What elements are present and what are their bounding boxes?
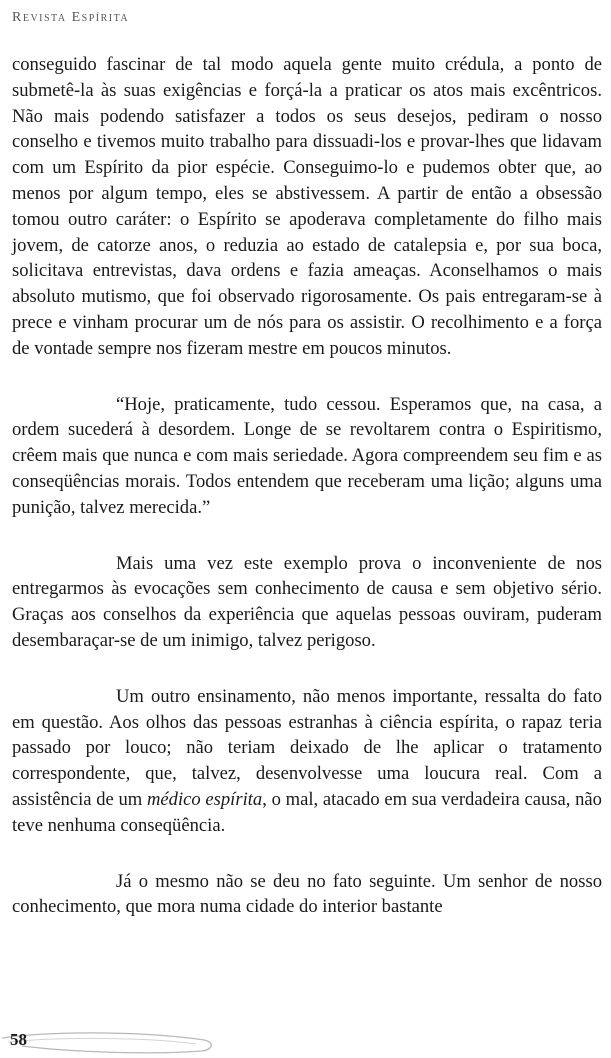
running-title: Revista Espírita	[12, 10, 130, 25]
body-text	[12, 52, 602, 920]
paragraph-4	[12, 684, 602, 839]
paragraph-2-quote: “Hoje, praticamente, tudo cessou. Esperamos que, na casa, a ordem sucederá à desordem. Longe de se revoltarem contra o Espiritismo, crêem mais que nunca e com mais seriedade. Agora compreendem seu fim e as conseqüências morais. Todos entendem que receberam uma lição; alguns uma punição, talvez merecida.”	[12, 393, 602, 518]
emphasis-medico-espirita: médico espírita	[146, 788, 263, 810]
paragraph-4-after: , o mal, atacado em sua verdadeira causa, não teve nenhuma conseqüência.	[12, 788, 602, 836]
paragraph-5: Já o mesmo não se deu no fato seguinte. Um senhor de nosso conhecimento, que mora numa cidade do interior bastante	[12, 870, 602, 918]
paragraph-3: Mais uma vez este exemplo prova o inconveniente de nos entregarmos às evocações sem conhecimento de causa e sem objetivo sério. Graças aos conselhos da experiência que aquelas pessoas ouviram, puderam desembaraçar-se de um inimigo, talvez perigoso.	[12, 552, 602, 651]
page-number: 58	[10, 1030, 27, 1049]
paragraph-4-before: Um outro ensinamento, não menos importante, ressalta do fato em questão. Aos olhos das pessoas estranhas à ciência espírita, o rapaz teria passado por louco; não teriam deixado de lhe aplicar o tratamento correspondente, que, talvez, desenvolvesse uma loucura real. Com a assistência de um	[12, 685, 602, 810]
footer-swash-ornament	[0, 1024, 230, 1058]
paragraph-1: conseguido fascinar de tal modo aquela gente muito crédula, a ponto de submetê-la às suas exigências e forçá-la a praticar os atos mais excêntricos. Não mais podendo satisfazer a todos os seus desejos, pediram o nosso conselho e tivemos muito trabalho para dissuadi-los e provar-lhes que lidavam com um Espírito da pior espécie. Conseguimo-lo e pudemos obter que, ao menos por algum tempo, eles se abstivessem. A partir de então a obsessão tomou outro caráter: o Espírito se apoderava completamente do filho mais jovem, de catorze anos, o reduzia ao estado de catalepsia e, por sua boca, solicitava entrevistas, dava ordens e fazia ameaças. Aconselhamos o mais absoluto mutismo, que foi observado rigorosamente. Os pais entregaram-se à prece e vinham procurar um de nós para os assistir. O recolhimento e a força de vontade sempre nos fizeram mestre em poucos minutos.	[12, 54, 602, 359]
